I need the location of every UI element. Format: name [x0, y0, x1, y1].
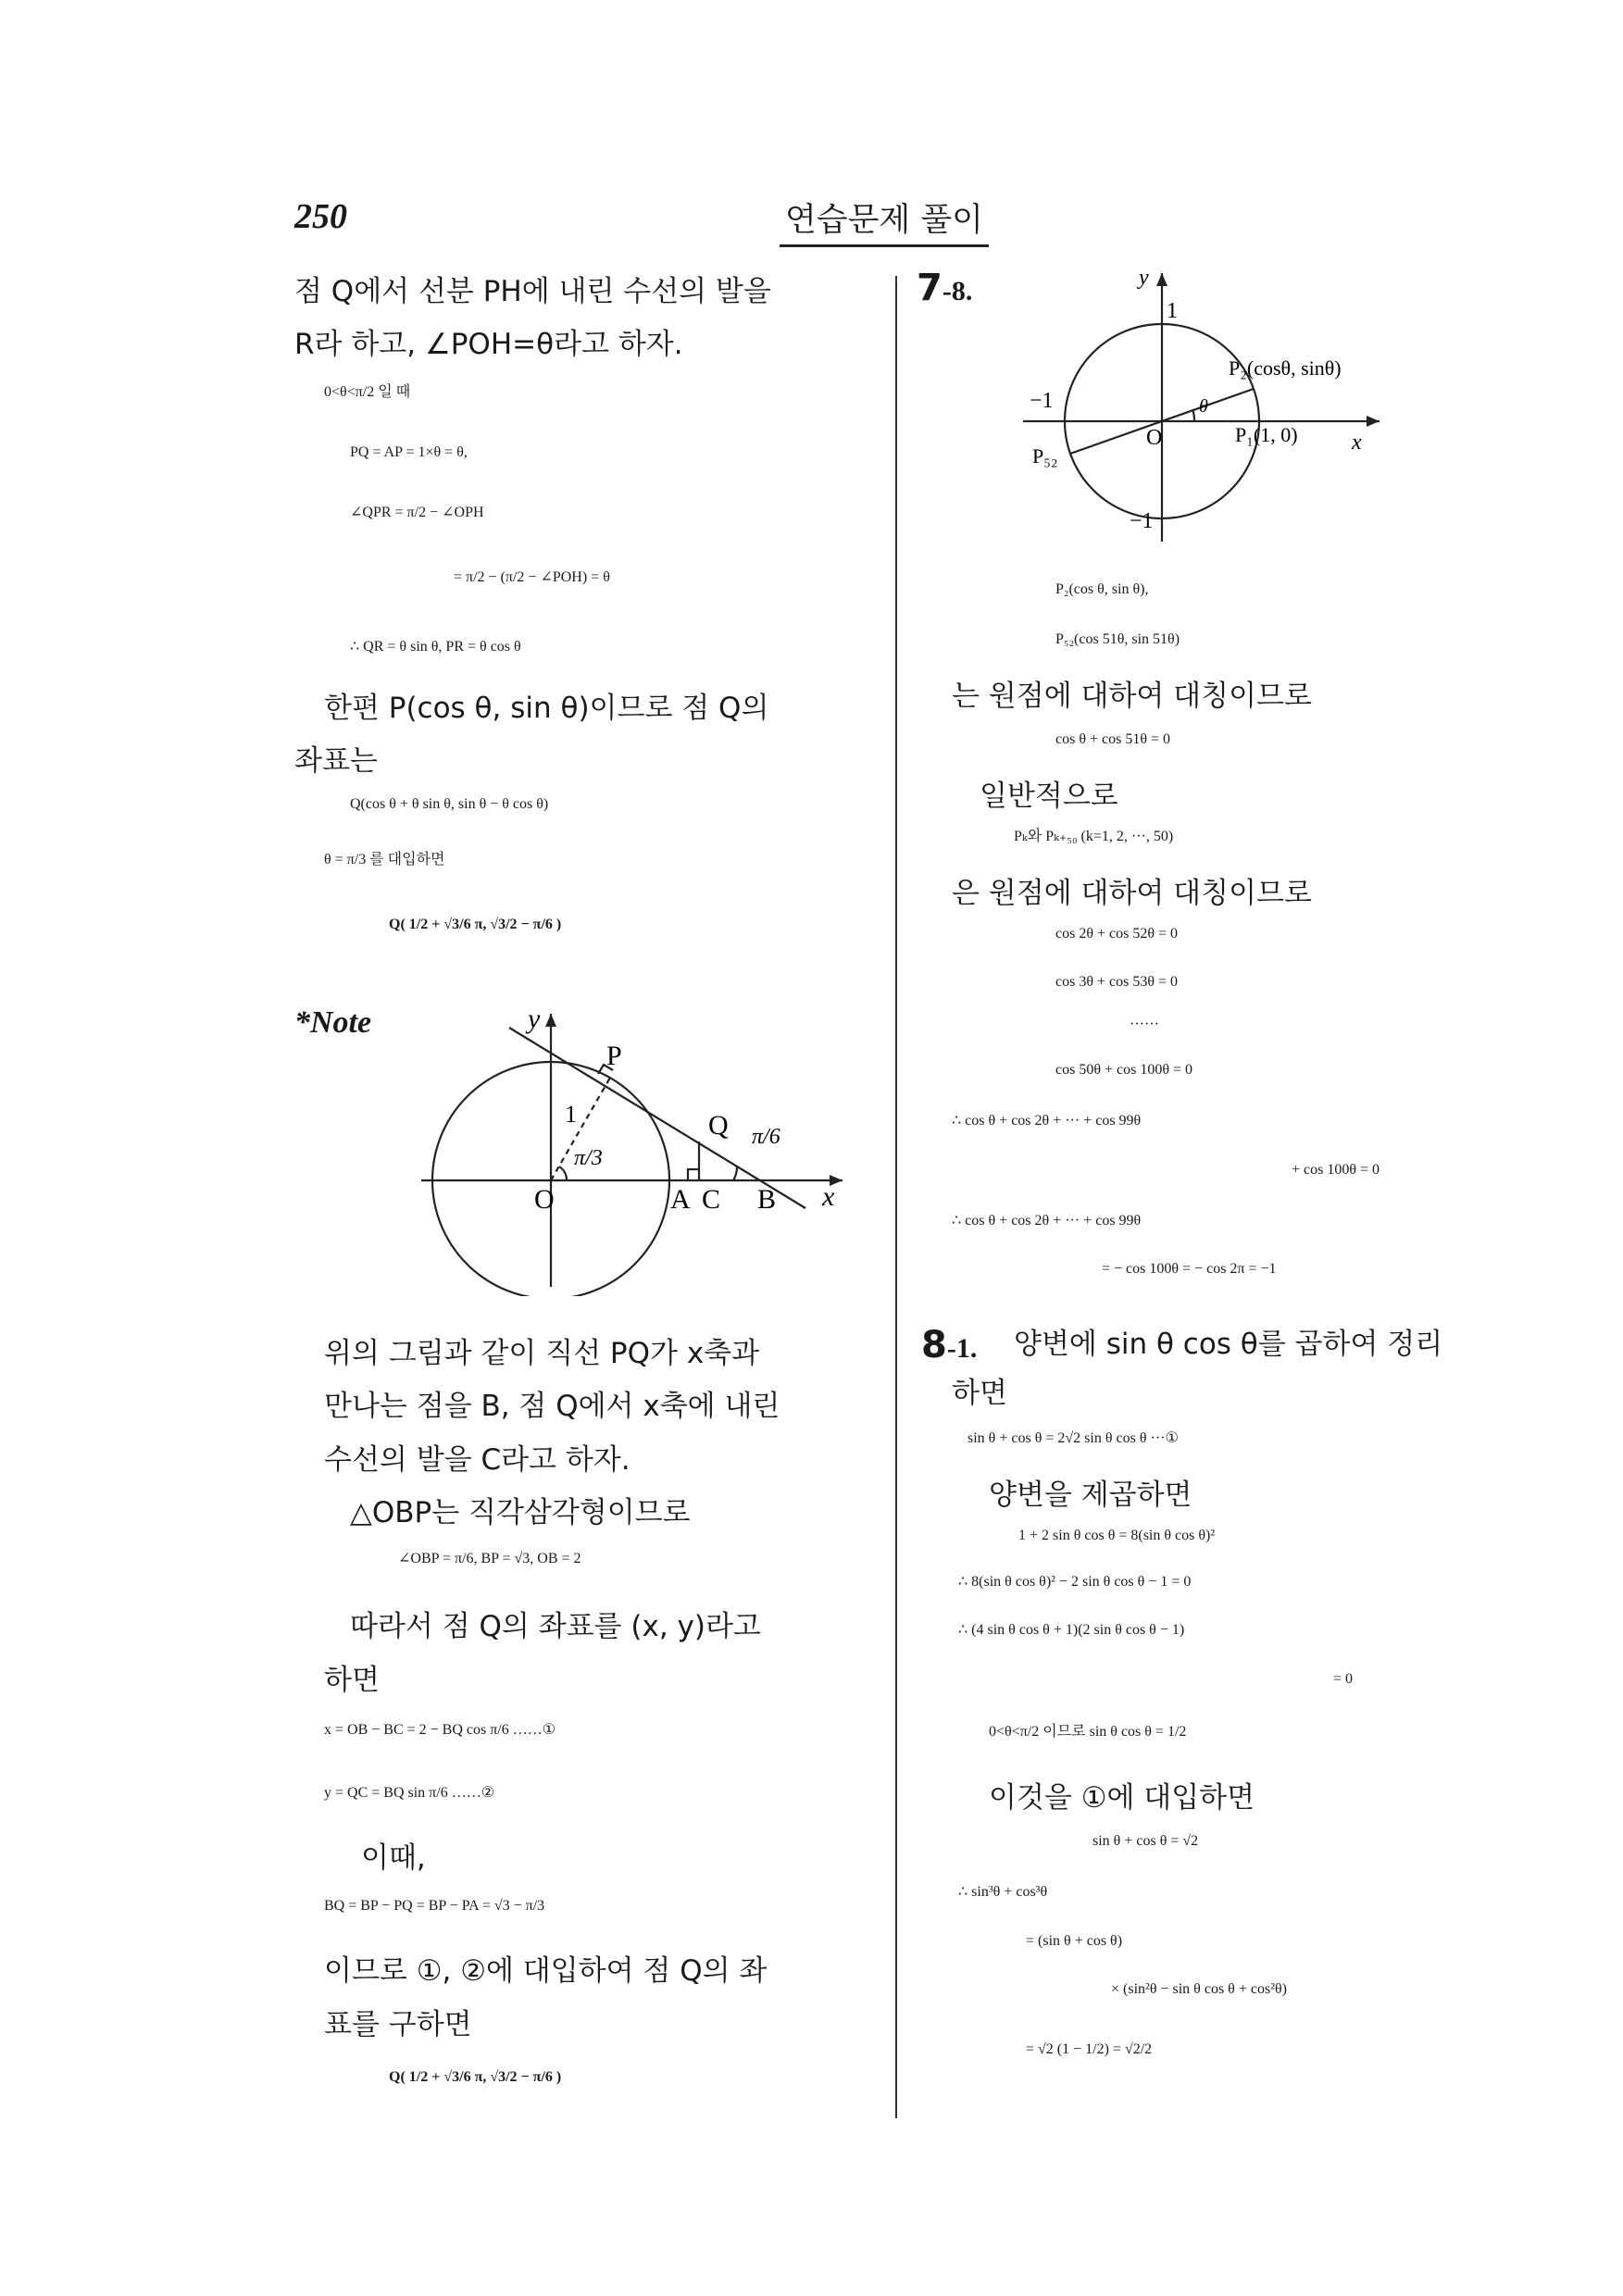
angle-arc-o — [559, 1167, 567, 1180]
math-line: PQ = AP = 1×θ = θ, — [350, 444, 468, 460]
x-arrow-icon — [1367, 416, 1380, 427]
fig-label-one: 1 — [565, 1101, 577, 1128]
fig-label-b: B — [757, 1184, 777, 1215]
math-line: cos θ + cos 51θ = 0 — [1055, 731, 1171, 747]
text-line: 만나는 점을 B, 점 Q에서 x축에 내린 — [324, 1390, 780, 1423]
math-line: = (sin θ + cos θ) — [1026, 1933, 1123, 1949]
unit-circle-figure — [1009, 264, 1417, 551]
text-line: 수선의 발을 C라고 하자. — [324, 1443, 630, 1477]
math-line: cos 2θ + cos 52θ = 0 — [1055, 926, 1179, 942]
math-line: ∴ QR = θ sin θ, PR = θ cos θ — [350, 639, 521, 655]
text-line: 표를 구하면 — [324, 2008, 472, 2041]
math-line: = − cos 100θ = − cos 2π = −1 — [1102, 1261, 1277, 1277]
math-line: sin θ + cos θ = √2 — [1092, 1833, 1199, 1849]
math-line: ······ — [1130, 1017, 1159, 1032]
text-line: 는 원점에 대하여 대칭이므로 — [952, 680, 1312, 713]
answer-line: Q( 1/2 + √3/6 π, √3/2 − π/6 ) — [389, 917, 562, 932]
text-line: 은 원점에 대하여 대칭이므로 — [952, 877, 1312, 910]
right-angle-c — [688, 1169, 699, 1180]
fig-label-y: y — [1139, 266, 1149, 290]
fig-label-p1: P₁(1, 0) — [1235, 423, 1298, 446]
math-line: = √2 (1 − 1/2) = √2/2 — [1026, 2041, 1153, 2057]
text-line: 한편 P(cos θ, sin θ)이므로 점 Q의 — [324, 692, 769, 725]
math-line: P₂(cos θ, sin θ), — [1055, 581, 1149, 597]
math-line: 0<θ<π/2 이므로 sin θ cos θ = 1/2 — [989, 1724, 1187, 1740]
theta-arc — [1192, 409, 1194, 421]
math-line: ∴ (4 sin θ cos θ + 1)(2 sin θ cos θ − 1) — [958, 1622, 1185, 1638]
fig-label-pi6: π/6 — [752, 1125, 780, 1149]
fig-label-c: C — [702, 1184, 721, 1215]
problem-number: 7-8. — [917, 267, 973, 309]
text-line: 좌표는 — [294, 744, 378, 778]
fig-label-x: x — [1352, 430, 1362, 455]
math-line: BQ = BP − PQ = BP − PA = √3 − π/3 — [324, 1898, 545, 1914]
math-line: ∠QPR = π/2 − ∠OPH — [350, 505, 484, 520]
angle-arc-b — [733, 1166, 737, 1180]
text-line: 일반적으로 — [980, 780, 1118, 813]
text-line: 위의 그림과 같이 직선 PQ가 x축과 — [324, 1337, 760, 1370]
math-line: 1 + 2 sin θ cos θ = 8(sin θ cos θ)² — [1018, 1528, 1216, 1543]
page-title: 연습문제 풀이 — [780, 194, 989, 247]
note-figure — [407, 1000, 852, 1296]
text-line: 이때, — [361, 1841, 426, 1875]
math-line: y = QC = BQ sin π/6 ……② — [324, 1785, 495, 1801]
fig-label-a: A — [670, 1184, 691, 1215]
text-line: 점 Q에서 선분 PH에 내린 수선의 발을 — [294, 275, 771, 308]
text-line: 하면 — [952, 1377, 1007, 1410]
fig-label-pi3: π/3 — [574, 1146, 603, 1170]
note-label: *Note — [294, 1005, 372, 1040]
text-line: R라 하고, ∠POH=θ라고 하자. — [294, 328, 683, 361]
math-line: = π/2 − (π/2 − ∠POH) = θ — [454, 569, 610, 585]
y-arrow-icon — [1156, 273, 1167, 286]
fig-label-o: O — [1146, 426, 1163, 450]
text-line: 따라서 점 Q의 좌표를 (x, y)라고 — [350, 1610, 761, 1643]
math-line: cos 50θ + cos 100θ = 0 — [1055, 1062, 1193, 1078]
math-line: ∴ cos θ + cos 2θ + ··· + cos 99θ — [952, 1213, 1142, 1229]
math-line: ∴ sin³θ + cos³θ — [958, 1884, 1048, 1900]
text-line: 양변을 제곱하면 — [989, 1479, 1192, 1512]
math-line: Q(cos θ + θ sin θ, sin θ − θ cos θ) — [350, 796, 549, 812]
fig-label-p: P — [606, 1041, 622, 1071]
math-line: sin θ + cos θ = 2√2 sin θ cos θ ···① — [968, 1430, 1179, 1446]
text-line: 하면 — [324, 1664, 380, 1697]
math-line: cos 3θ + cos 53θ = 0 — [1055, 974, 1179, 990]
fig-label-minus-one-x: −1 — [1030, 389, 1054, 413]
fig-label-q: Q — [708, 1110, 729, 1141]
page-number: 250 — [294, 197, 347, 236]
math-line: ∴ cos θ + cos 2θ + ··· + cos 99θ — [952, 1113, 1142, 1129]
fig-label-x: x — [822, 1181, 835, 1212]
math-line: Pₖ와 Pₖ₊₅₀ (k=1, 2, ···, 50) — [1014, 829, 1174, 844]
text-line: 양변에 sin θ cos θ를 곱하여 정리 — [1014, 1328, 1443, 1361]
text-line: △OBP는 직각삼각형이므로 — [350, 1496, 691, 1529]
y-arrow-icon — [545, 1014, 556, 1027]
fig-label-p2: P₂(cosθ, sinθ) — [1229, 356, 1342, 380]
math-line: = 0 — [1333, 1671, 1354, 1687]
math-line: x = OB − BC = 2 − BQ cos π/6 ……① — [324, 1722, 556, 1738]
fig-label-p52: P₅₂ — [1032, 444, 1058, 468]
math-line: ∴ 8(sin θ cos θ)² − 2 sin θ cos θ − 1 = 0 — [958, 1574, 1192, 1590]
math-line: × (sin²θ − sin θ cos θ + cos²θ) — [1111, 1981, 1287, 1997]
math-line: P₅₂(cos 51θ, sin 51θ) — [1055, 631, 1180, 647]
answer-line: Q( 1/2 + √3/6 π, √3/2 − π/6 ) — [389, 2069, 562, 2085]
fig-label-y: y — [528, 1004, 541, 1034]
problem-number: 8-1. — [921, 1324, 978, 1366]
text-line: 이것을 ①에 대입하면 — [989, 1781, 1255, 1815]
column-divider — [895, 276, 897, 2118]
fig-label-minus-one-y: −1 — [1130, 509, 1154, 533]
math-line: 0<θ<π/2 일 때 — [324, 384, 411, 400]
fig-label-theta: θ — [1199, 396, 1208, 417]
text-line: 이므로 ①, ②에 대입하여 점 Q의 좌 — [324, 1954, 768, 1988]
fig-label-o: O — [534, 1184, 555, 1215]
fig-label-one: 1 — [1167, 299, 1178, 323]
math-line: θ = π/3 를 대입하면 — [324, 852, 445, 867]
math-line: + cos 100θ = 0 — [1292, 1162, 1380, 1178]
math-line: ∠OBP = π/6, BP = √3, OB = 2 — [398, 1551, 581, 1566]
